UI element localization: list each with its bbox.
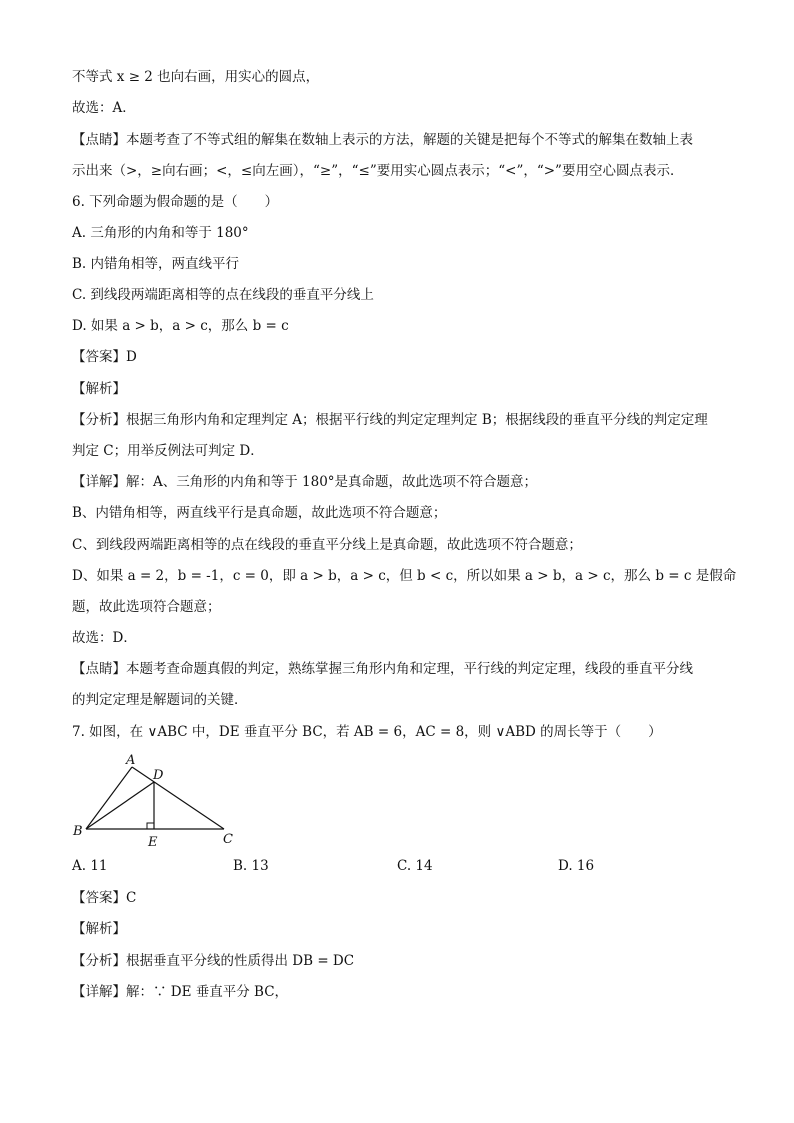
label-d: D (153, 768, 164, 783)
analysis-heading: 【解析】 (72, 381, 126, 397)
label-c: C (223, 832, 233, 847)
segment-bd (86, 782, 154, 829)
option-a: A. 11 (72, 858, 108, 874)
text-line: 题，故此选项符合题意； (72, 599, 221, 615)
text-line: 示出来（>，≥向右画；<，≤向左画），“≥”，“≤”要用实心圆点表示；“<”，“>”要用空心圆点表示． (72, 163, 684, 179)
answer-heading: 【答案】D (72, 349, 137, 365)
text-line: D、如果 a = 2，b = -1，c = 0，即 a > b，a > c，但 b < c，所以如果 a > b，a > c，那么 b = c 是假命 (72, 568, 737, 584)
question-6-stem: 6. 下列命题为假命题的是（ ） (72, 194, 279, 210)
answer-heading: 【答案】C (72, 890, 137, 906)
text-line: 【详解】解：∵ DE 垂直平分 BC， (72, 984, 289, 1000)
text-line: 【点睛】本题考查了不等式组的解集在数轴上表示的方法，解题的关键是把每个不等式的解集在数轴上表 (72, 132, 693, 148)
label-b: B (73, 824, 83, 839)
option-c: C. 14 (397, 858, 433, 874)
label-e: E (148, 835, 158, 850)
text-line: 的判定定理是解题词的关键． (72, 692, 248, 708)
right-angle-mark (147, 823, 154, 829)
text-line: 判定 C；用举反例法可判定 D． (72, 443, 264, 459)
question-7-options (72, 858, 732, 876)
text-line: 【分析】根据垂直平分线的性质得出 DB = DC (72, 953, 355, 969)
text-line: 【分析】根据三角形内角和定理判定 A；根据平行线的判定定理判定 B；根据线段的垂直平分线的判定定理 (72, 412, 708, 428)
segment-ab (86, 767, 132, 829)
text-line: 【详解】解：A、三角形的内角和等于 180°是真命题，故此选项不符合题意； (72, 474, 538, 490)
analysis-heading: 【解析】 (72, 921, 126, 937)
option-line: C. 到线段两端距离相等的点在线段的垂直平分线上 (72, 287, 374, 303)
option-b: B. 13 (233, 858, 269, 874)
text-line: 不等式 x ≥ 2 也向右画，用实心的圆点， (72, 69, 320, 85)
text-line: B、内错角相等，两直线平行是真命题，故此选项不符合题意； (72, 505, 447, 521)
text-line: 故选：A． (72, 100, 136, 116)
text-line: 故选：D． (72, 630, 137, 646)
question-7-stem: 7. 如图，在 ∨ABC 中，DE 垂直平分 BC，若 AB = 6，AC = 8，则 ∨ABD 的周长等于（ ） (72, 724, 662, 740)
text-line: 【点睛】本题考查命题真假的判定，熟练掌握三角形内角和定理，平行线的判定定理，线段的垂直平分线 (72, 661, 693, 677)
option-line: B. 内错角相等，两直线平行 (72, 256, 240, 272)
segment-ac (132, 767, 224, 829)
triangle-figure (70, 752, 250, 852)
text-line: C、到线段两端距离相等的点在线段的垂直平分线上是真命题，故此选项不符合题意； (72, 537, 582, 553)
option-d: D. 16 (558, 858, 595, 874)
option-line: A. 三角形的内角和等于 180° (72, 225, 249, 241)
option-line: D. 如果 a > b，a > c，那么 b = c (72, 318, 289, 334)
label-a: A (126, 753, 136, 768)
